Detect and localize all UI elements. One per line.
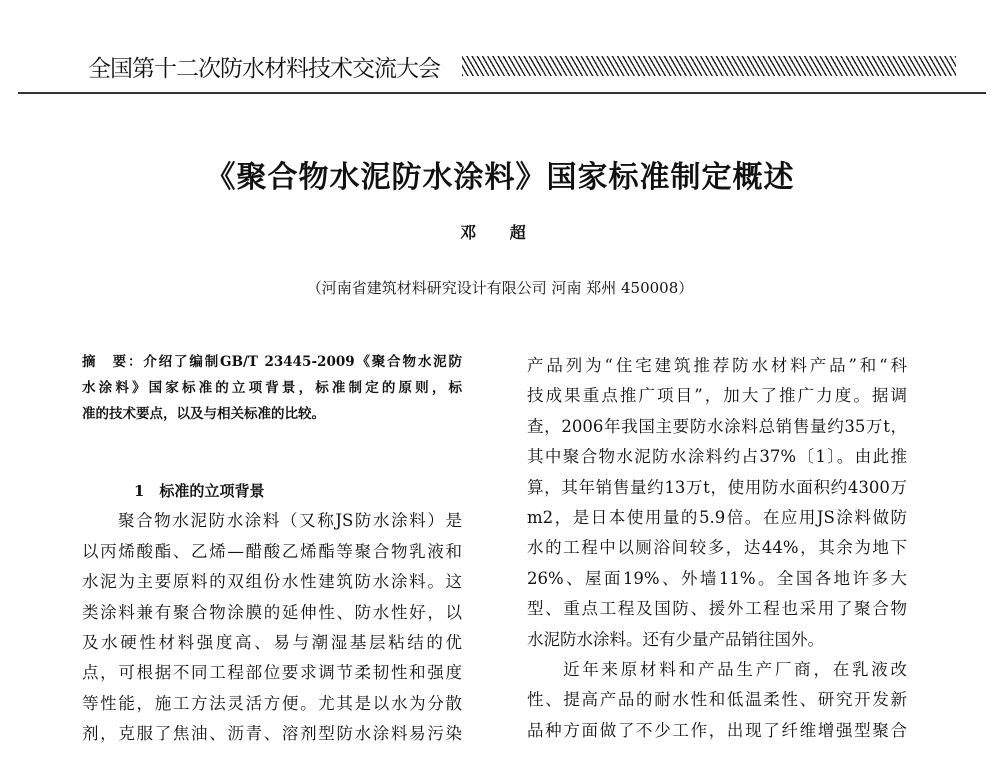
text-line: 技成果重点推广项目”，加大了推广力度。据调 (527, 386, 907, 406)
right-column (527, 351, 907, 746)
text-line: 型、重点工程及国防、援外工程也采用了聚合物 (527, 599, 907, 619)
section-1 (82, 476, 462, 750)
text-line: 以丙烯酸酯、乙烯—醋酸乙烯酯等聚合物乳液和 (82, 541, 462, 561)
author: 邓 超 (460, 223, 540, 242)
text-line: 产品列为“住宅建筑推荐防水材料产品”和“科 (527, 356, 907, 375)
text-line: 其中聚合物水泥防水涂料约占37%〔1〕。由此推 (527, 447, 907, 467)
abstract (82, 349, 462, 427)
text-line: 水的工程中以厕浴间较多，达44%，其余为地下 (527, 538, 907, 558)
text-line: 类涂料兼有聚合物涂膜的延伸性、防水性好，以 (82, 602, 462, 622)
text-line: 及水硬性材料强度高、易与潮湿基层粘结的优 (82, 632, 462, 652)
text-line: 等性能，施工方法灵活方便。尤其是以水为分散 (82, 693, 462, 713)
text-line: 26%、屋面19%、外墙11%。全国各地许多大 (527, 568, 907, 588)
abstract-line: 水涂料》国家标准的立项背景，标准制定的原则，标 (82, 380, 462, 396)
text-line: m2，是日本使用量的5.9倍。在应用JS涂料做防 (527, 507, 907, 527)
affiliation: （河南省建筑材料研究设计有限公司 河南 郑州 450008） (306, 279, 694, 297)
text-line: 剂，克服了焦油、沥青、溶剂型防水涂料易污染 (82, 724, 462, 744)
paper-title: 《聚合物水泥防水涂料》国家标准制定概述 (205, 160, 795, 195)
text-line: 品种方面做了不少工作，出现了纤维增强型聚合 (527, 720, 907, 740)
header-hatch-band (462, 56, 956, 76)
text-line: 性、提高产品的耐水性和低温柔性、研究开发新 (527, 690, 907, 710)
text-line: 查，2006年我国主要防水涂料总销售量约35万t， (527, 416, 907, 436)
abstract-line: 准的技术要点，以及与相关标准的比较。 (82, 406, 325, 422)
section-heading: 1 标准的立项背景 (134, 482, 265, 500)
text-line: 水泥防水涂料。还有少量产品销往国外。 (527, 629, 824, 649)
text-line: 水泥为主要原料的双组份水性建筑防水涂料。这 (82, 572, 462, 592)
text-line: 近年来原材料和产品生产厂商，在乳液改 (563, 659, 907, 679)
header-rule (18, 92, 986, 94)
conference-header: 全国第十二次防水材料技术交流大会 (88, 56, 440, 82)
text-line: 点，可根据不同工程部位要求调节柔韧性和强度 (82, 663, 462, 683)
text-line: 算，其年销售量约13万t，使用防水面积约4300万 (527, 477, 907, 497)
text-line: 聚合物水泥防水涂料（又称JS防水涂料）是 (118, 511, 462, 531)
abstract-line: 摘 要：介绍了编制GB/T 23445-2009《聚合物水泥防 (82, 354, 462, 370)
